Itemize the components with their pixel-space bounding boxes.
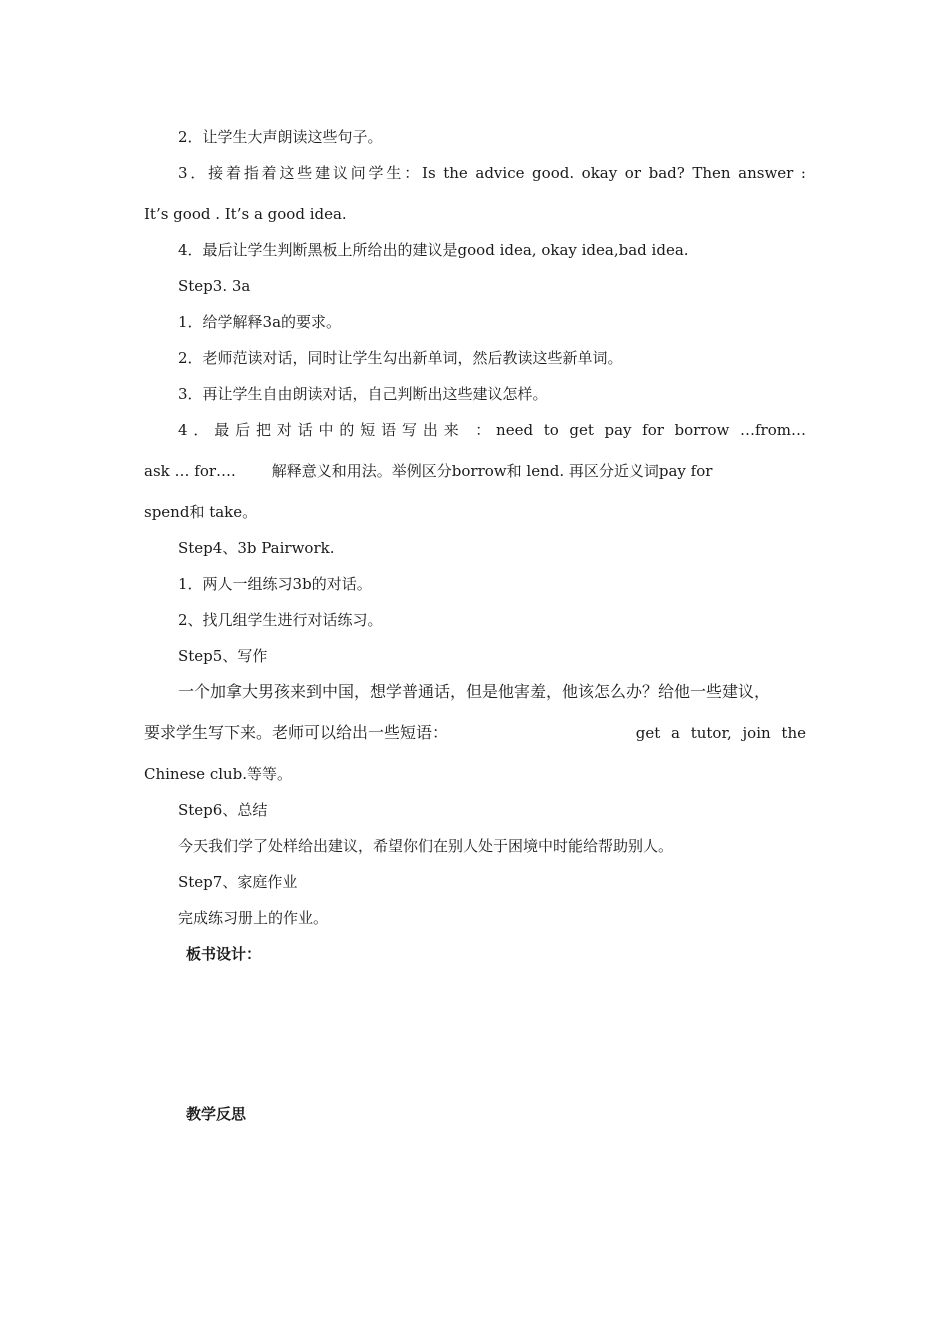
board-design-heading: 板书设计： bbox=[186, 945, 262, 963]
step-heading: Step6、总结 bbox=[178, 801, 268, 819]
paragraph-text: 4．最后把对话中的短语写出来 ：need to get pay for borrow …from… bbox=[178, 421, 806, 439]
paragraph-line: spend和 take。 bbox=[144, 503, 258, 521]
paragraph-line bbox=[178, 420, 806, 440]
paragraph-line: It’s good . It’s a good idea. bbox=[144, 205, 347, 223]
step-heading: Step4、3b Pairwork. bbox=[178, 539, 335, 557]
paragraph-line: 完成练习册上的作业。 bbox=[178, 909, 329, 927]
phrase-text: ask … for…. bbox=[144, 462, 236, 480]
step-heading: Step7、家庭作业 bbox=[178, 873, 298, 891]
paragraph-line: 2、找几组学生进行对话练习。 bbox=[178, 611, 383, 629]
paragraph-line: 今天我们学了处样给出建议，希望你们在别人处于困境中时能给帮助别人。 bbox=[178, 837, 674, 855]
paragraph-line: Chinese club.等等。 bbox=[144, 765, 293, 783]
paragraph-line: 2．老师范读对话，同时让学生勾出新单词，然后教读这些新单词。 bbox=[178, 349, 623, 367]
teaching-reflection-heading: 教学反思 bbox=[186, 1105, 247, 1123]
paragraph-line: 4．最后让学生判断黑板上所给出的建议是good idea, okay idea,bad idea. bbox=[178, 241, 689, 259]
paragraph-line bbox=[144, 461, 806, 481]
phrase-text: get a tutor, join the bbox=[635, 724, 806, 742]
paragraph-line: 一个加拿大男孩来到中国，想学普通话，但是他害羞，他该怎么办？给他一些建议， bbox=[178, 682, 771, 701]
paragraph-text: 解释意义和用法。举例区分borrow和 lend. 再区分近义词pay for bbox=[271, 462, 713, 480]
step-heading: Step5、写作 bbox=[178, 647, 268, 665]
paragraph-line: 1．两人一组练习3b的对话。 bbox=[178, 575, 372, 593]
paragraph-line: 3．再让学生自由朗读对话，自己判断出这些建议怎样。 bbox=[178, 385, 548, 403]
step-heading: Step3. 3a bbox=[178, 277, 251, 295]
paragraph-text: 3．接着指着这些建议问学生：Is the advice good. okay or bad? Then answer : bbox=[178, 164, 806, 182]
paragraph-line: 2．让学生大声朗读这些句子。 bbox=[178, 128, 383, 146]
paragraph-line bbox=[178, 163, 806, 183]
paragraph-line: 1．给学解释3a的要求。 bbox=[178, 313, 342, 331]
paragraph-text: 要求学生写下来。老师可以给出一些短语： bbox=[144, 723, 449, 742]
paragraph-line bbox=[144, 723, 806, 743]
